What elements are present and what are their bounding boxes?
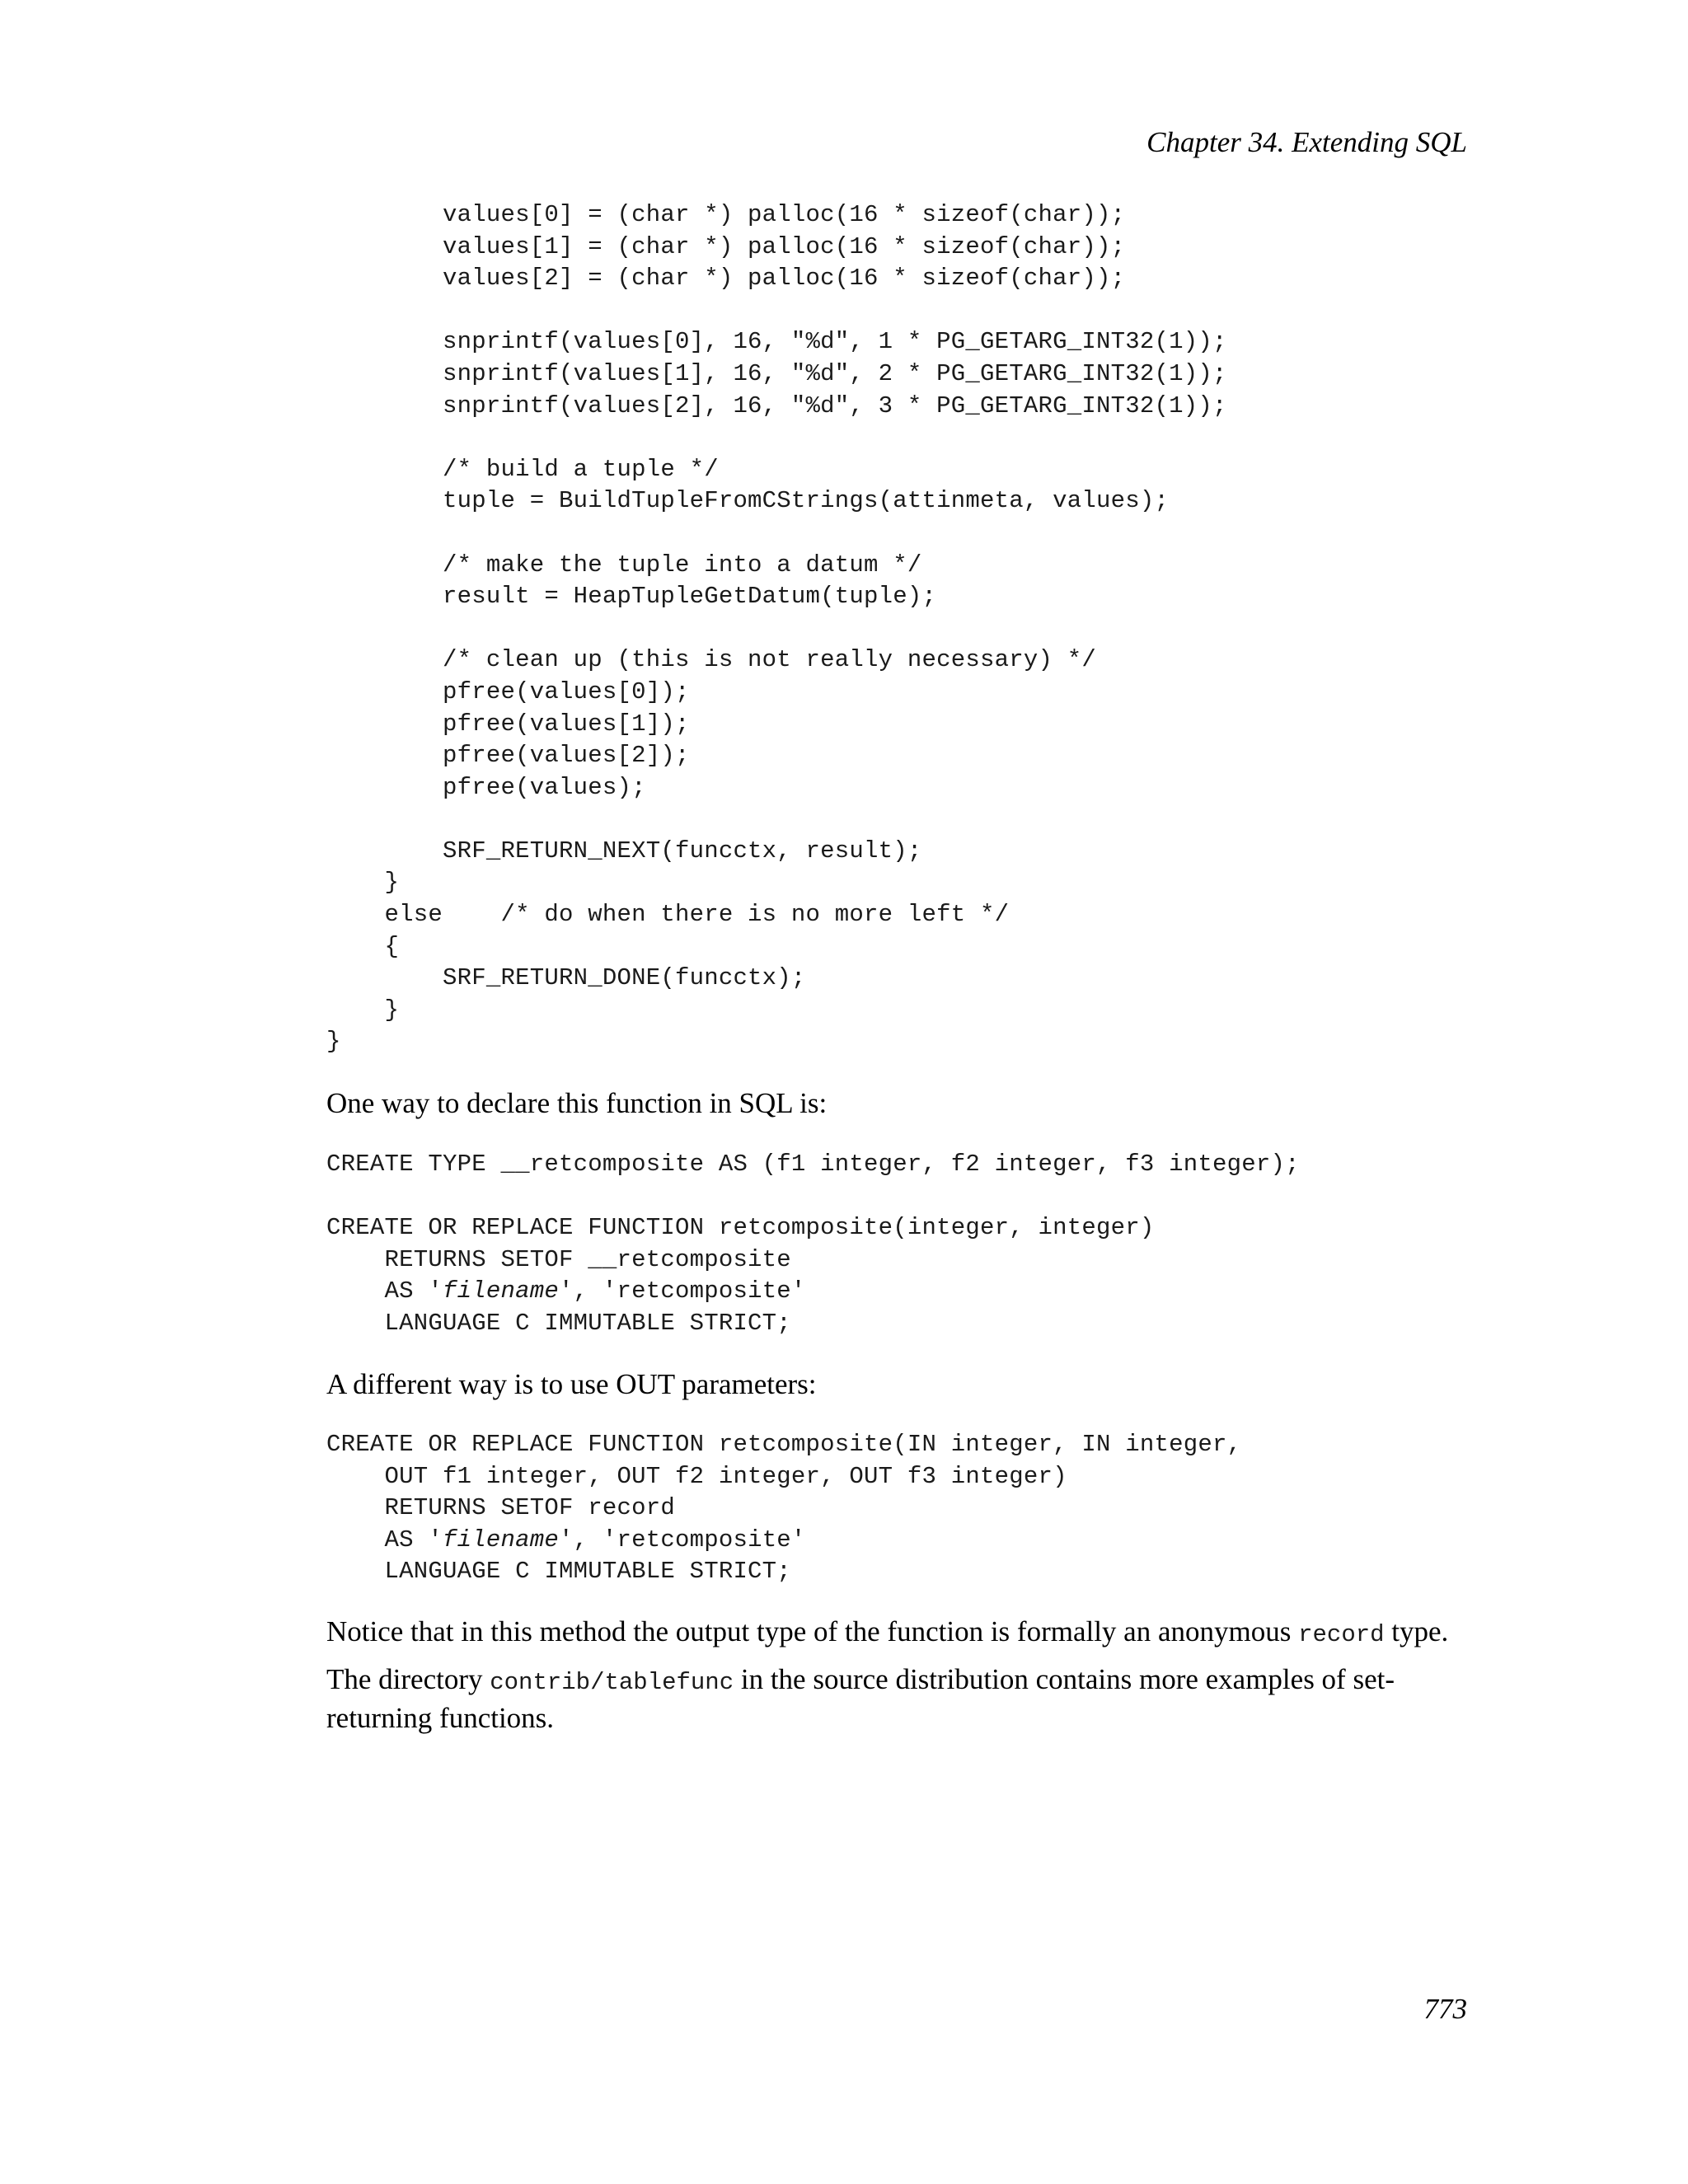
- code-line: values[0] = (char *) palloc(16 * sizeof(char));: [326, 201, 1126, 228]
- code-line: LANGUAGE C IMMUTABLE STRICT;: [326, 1558, 791, 1586]
- code-line: AS 'filename', 'retcomposite': [326, 1526, 806, 1554]
- code-line: CREATE OR REPLACE FUNCTION retcomposite(integer, integer): [326, 1214, 1155, 1242]
- code-line: snprintf(values[0], 16, "%d", 1 * PG_GETARG_INT32(1));: [326, 328, 1227, 356]
- code-line: {: [326, 932, 400, 960]
- code-line: SRF_RETURN_NEXT(funcctx, result);: [326, 837, 922, 865]
- paragraph-notice-record-type: Notice that in this method the output type of the function is formally an anonymous record type.: [326, 1615, 1449, 1648]
- filename-placeholder: filename: [442, 1526, 559, 1554]
- code-line: pfree(values[0]);: [326, 677, 690, 705]
- page-number: 773: [1423, 1993, 1467, 2025]
- code-line: CREATE TYPE __retcomposite AS (f1 integer, f2 integer, f3 integer);: [326, 1151, 1300, 1178]
- code-line: AS 'filename', 'retcomposite': [326, 1277, 806, 1305]
- code-line: }: [326, 1028, 341, 1056]
- code-line: CREATE OR REPLACE FUNCTION retcomposite(IN integer, IN integer,: [326, 1431, 1242, 1458]
- running-header: Chapter 34. Extending SQL: [1146, 126, 1467, 158]
- code-line: OUT f1 integer, OUT f2 integer, OUT f3 integer): [326, 1462, 1067, 1490]
- code-line: RETURNS SETOF __retcomposite: [326, 1245, 791, 1273]
- code-line: pfree(values[1]);: [326, 710, 690, 738]
- code-line: RETURNS SETOF record: [326, 1494, 675, 1522]
- code-line: LANGUAGE C IMMUTABLE STRICT;: [326, 1309, 791, 1337]
- inline-literal-directory: contrib/tablefunc: [490, 1669, 734, 1696]
- code-line: snprintf(values[2], 16, "%d", 3 * PG_GETARG_INT32(1));: [326, 391, 1227, 419]
- code-line: values[2] = (char *) palloc(16 * sizeof(char));: [326, 265, 1126, 293]
- code-line: SRF_RETURN_DONE(funcctx);: [326, 964, 806, 992]
- inline-literal-record: record: [1298, 1621, 1385, 1648]
- paragraph-contrib-directory: The directory contrib/tablefunc in the source distribution contains more examples of set-returning functions.: [326, 1663, 1395, 1734]
- code-line: result = HeapTupleGetDatum(tuple);: [326, 583, 937, 611]
- code-line: }: [326, 869, 400, 897]
- code-line: tuple = BuildTupleFromCStrings(attinmeta, values);: [326, 487, 1170, 515]
- code-line: }: [326, 996, 400, 1024]
- paragraph-out-parameters: A different way is to use OUT parameters:: [326, 1368, 817, 1400]
- sql-listing-create-type: [326, 1149, 1300, 1340]
- paragraph-declare-sql: One way to declare this function in SQL is:: [326, 1087, 828, 1119]
- code-line: /* clean up (this is not really necessary) */: [326, 646, 1097, 674]
- sql-listing-out-parameters: [326, 1429, 1241, 1588]
- code-line: values[1] = (char *) palloc(16 * sizeof(char));: [326, 232, 1126, 260]
- code-line: /* make the tuple into a datum */: [326, 551, 922, 579]
- code-line: /* build a tuple */: [326, 455, 719, 483]
- code-line: snprintf(values[1], 16, "%d", 2 * PG_GETARG_INT32(1));: [326, 359, 1227, 387]
- code-line: pfree(values[2]);: [326, 742, 690, 770]
- code-line: else /* do when there is no more left */: [326, 901, 1010, 929]
- filename-placeholder: filename: [442, 1277, 559, 1305]
- c-code-listing: [326, 199, 1227, 1058]
- code-line: pfree(values);: [326, 773, 646, 801]
